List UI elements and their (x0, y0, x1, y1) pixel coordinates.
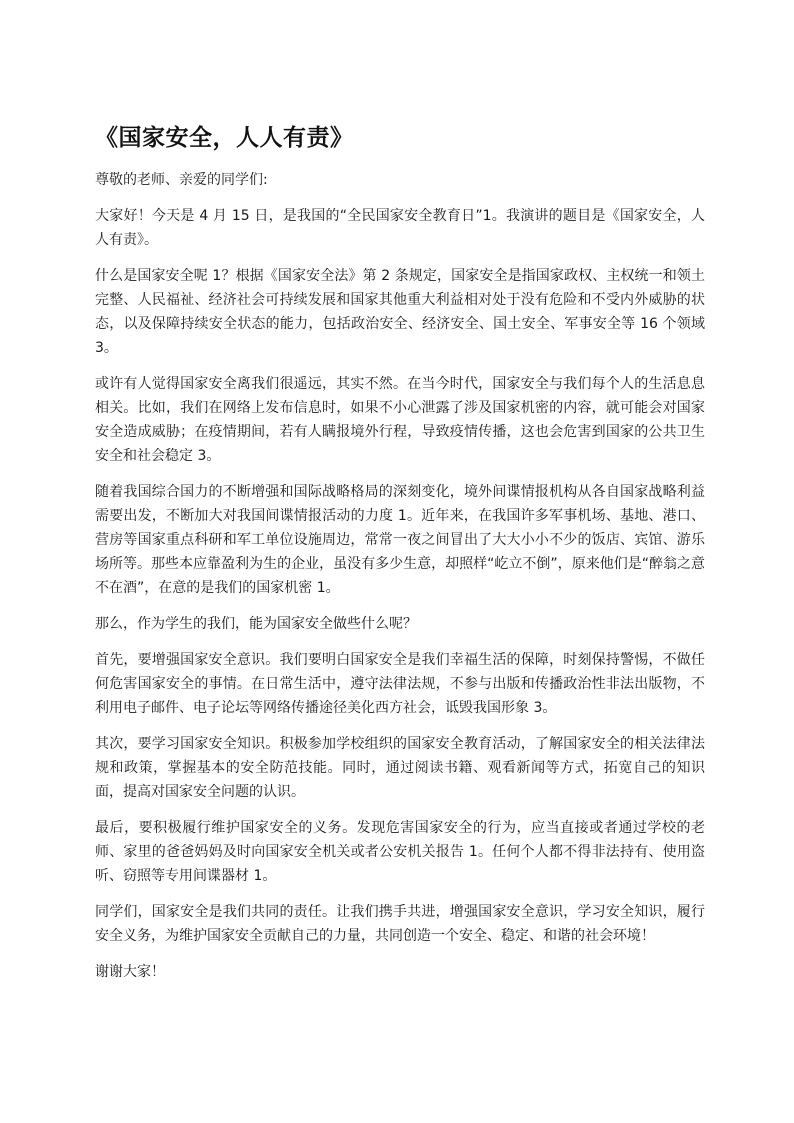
second-point-paragraph: 其次，要学习国家安全知识。积极参加学校组织的国家安全教育活动，了解国家安全的相关法律法规和政策，掌握基本的安全防范技能。同时，通过阅读书籍、观看新闻等方式，拓宽自己的知识面，提高对国家安全问题的认识。 (95, 736, 705, 800)
conclusion-paragraph: 同学们，国家安全是我们共同的责任。让我们携手共进，增强国家安全意识，学习安全知识，履行安全义务，为维护国家安全贡献自己的力量，共同创造一个安全、稳定、和谐的社会环境！ (95, 904, 705, 944)
first-point-paragraph: 首先，要增强国家安全意识。我们要明白国家安全是我们幸福生活的保障，时刻保持警惕，不做任何危害国家安全的事情。在日常生活中，遵守法律法规，不参与出版和传播政治性非法出版物，不利用电子邮件、电子论坛等网络传播途径美化西方社会，诋毁我国形象 3。 (95, 652, 705, 716)
definition-paragraph: 什么是国家安全呢 1？根据《国家安全法》第 2 条规定，国家安全是指国家政权、主权统一和领土完整、人民福祉、经济社会可持续发展和国家其他重大利益相对处于没有危险和不受内外威胁的状态，以及保障持续安全状态的能力，包括政治安全、经济安全、国土安全、军事安全等 16 个领域 3。 (95, 268, 705, 356)
third-point-paragraph: 最后，要积极履行维护国家安全的义务。发现危害国家安全的行为，应当直接或者通过学校的老师、家里的爸爸妈妈及时向国家安全机关或者公安机关报告 1。任何个人都不得非法持有、使用盗听、窃照等专用间谍器材 1。 (95, 820, 705, 884)
greeting-paragraph: 尊敬的老师、亲爱的同学们: (95, 172, 268, 188)
intro-paragraph: 大家好！今天是 4 月 15 日，是我国的“全民国家安全教育日”1。我演讲的题目是《国家安全，人人有责》。 (95, 208, 705, 248)
question-paragraph: 那么，作为学生的我们，能为国家安全做些什么呢？ (95, 616, 417, 632)
document-page (95, 120, 705, 996)
espionage-paragraph: 随着我国综合国力的不断增强和国际战略格局的深刻变化，境外间谍情报机构从各自国家战略利益需要出发，不断加大对我国间谍情报活动的力度 1。近年来，在我国许多军事机场、基地、港口、营房等国家重点科研和军工单位设施周边，常常一夜之间冒出了大大小小不少的饭店、宾馆、游乐场所等。那些本应靠盈利为生的企业，虽没有多少生意，却照样“屹立不倒”，原来他们是“醉翁之意不在酒”，在意的是我们的国家机密 1。 (95, 484, 705, 596)
relevance-paragraph: 或许有人觉得国家安全离我们很遥远，其实不然。在当今时代，国家安全与我们每个人的生活息息相关。比如，我们在网络上发布信息时，如果不小心泄露了涉及国家机密的内容，就可能会对国家安全造成威胁；在疫情期间，若有人瞒报境外行程，导致疫情传播，这也会危害到国家的公共卫生安全和社会稳定 3。 (95, 376, 705, 464)
thanks-paragraph: 谢谢大家！ (95, 964, 165, 980)
document-title: 《国家安全，人人有责》 (95, 125, 354, 151)
